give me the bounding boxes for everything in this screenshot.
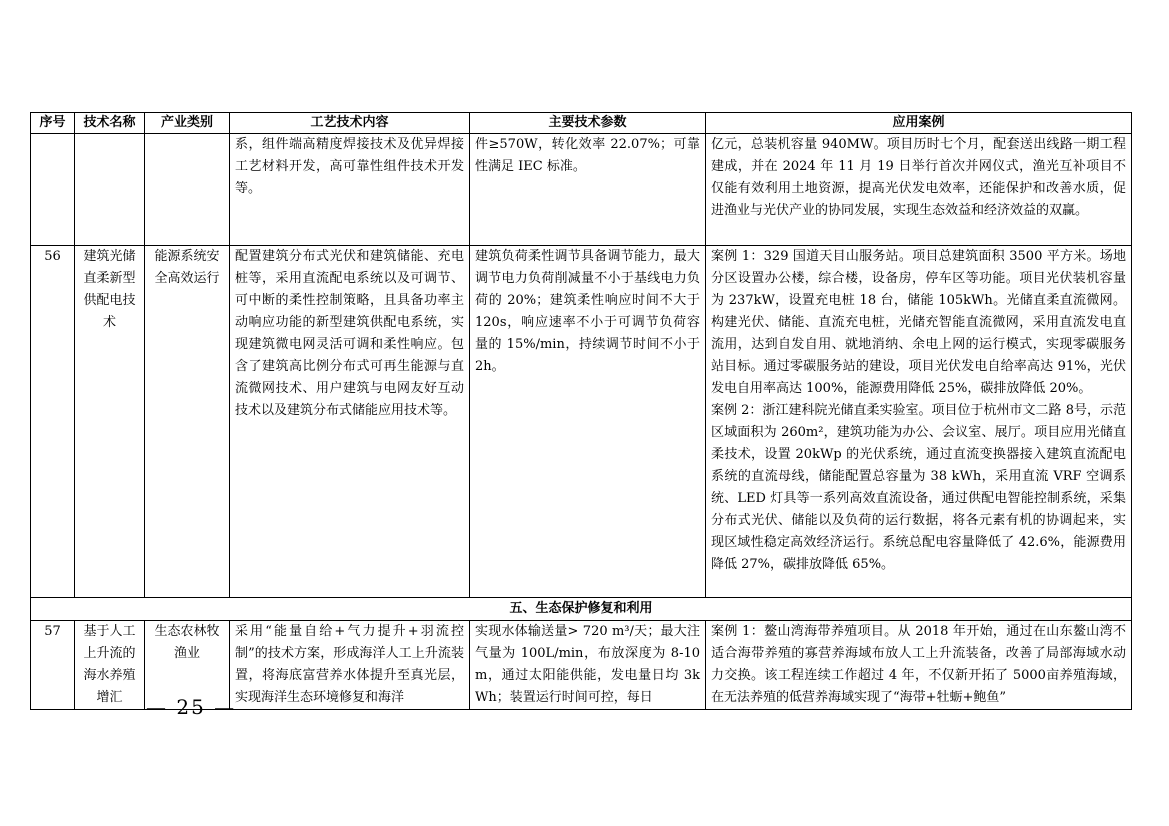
- header-cell-params: 主要技术参数: [470, 113, 706, 134]
- cell-cases: [706, 246, 1132, 598]
- case-paragraph: 案例 2：浙江建科院光储直柔实验室。项目位于杭州市文二路 8号，示范区域面积为 260m²，建筑功能为办公、会议室、展厅。项目应用光储直柔技术，设置 20kWp 的光伏系统，通过直流变换器接入建筑直流配电系统的直流母线，储能配置总容量为 38 kWh，采用直流 VRF 空调系统、LED 灯具等一系列高效直流设备，通过供配电智能控制系统，采集分布式光伏、储能以及负荷的运行数据，将各元素有机的协调起来，实现区域性稳定高效经济运行。系统总配电容量降低了 42.6%，能源费用降低 27%，碳排放降低 65%。: [711, 403, 1126, 572]
- cell-empty: [31, 134, 75, 246]
- cell-number: 56: [31, 246, 75, 598]
- cell-process: 采用“能量自给+气力提升+羽流控制”的技术方案，形成海洋人工上升流装置，将海底富营养水体提升至真光层，实现海洋生态环境修复和海洋: [230, 621, 470, 710]
- cell-cases: 亿元，总装机容量 940MW。项目历时七个月，配套送出线路一期工程建成，并在 2024 年 11 月 19 日举行首次并网仪式，渔光互补项目不仅能有效利用土地资源，提高光伏发电效率，还能保护和改善水质，促进渔业与光伏产业的协同发展，实现生态效益和经济效益的双赢。: [706, 134, 1132, 246]
- cell-process: 配置建筑分布式光伏和建筑储能、充电桩等，采用直流配电系统以及可调节、可中断的柔性控制策略，且具备功率主动响应功能的新型建筑供配电系统，实现建筑微电网灵活可调和柔性响应。包含了建筑高比例分布式可再生能源与直流微网技术、用户建筑与电网友好互动技术以及建筑分布式储能应用技术等。: [230, 246, 470, 598]
- section-title: 五、生态保护修复和利用: [31, 598, 1132, 621]
- header-cell-cases: 应用案例: [706, 113, 1132, 134]
- cell-number: 57: [31, 621, 75, 710]
- header-cell-tech-name: 技术名称: [75, 113, 145, 134]
- cell-tech-name: 建筑光储直柔新型供配电技术: [75, 246, 145, 598]
- table-row-continued: [31, 134, 1132, 246]
- header-cell-process: 工艺技术内容: [230, 113, 470, 134]
- cell-empty: [145, 134, 230, 246]
- header-cell-industry: 产业类别: [145, 113, 230, 134]
- case-paragraph: 案例 1：329 国道天目山服务站。项目总建筑面积 3500 平方米。场地分区设置办公楼，综合楼，设备房，停车区等功能。项目光伏装机容量为 237kW，设置充电桩 18 台，储能 105kWh。光储直柔直流微网。构建光伏、储能、直流充电桩，光储充智能直流微网，采用直流发电直流用，达到自发自用、就地消纳、余电上网的运行模式，实现零碳服务站目标。通过零碳服务站的建设，项目光伏发电自给率高达 91%，光伏发电自用率高达 100%，能源费用降低 25%，碳排放降低 20%。: [711, 249, 1126, 396]
- cell-params: 建筑负荷柔性调节具备调节能力，最大调节电力负荷削减量不小于基线电力负荷的 20%；建筑柔性响应时间不大于 120s，响应速率不小于可调节负荷容量的 15%/min，持续调节时间不小于 2h。: [470, 246, 706, 598]
- header-cell-number: 序号: [31, 113, 75, 134]
- technology-table: [30, 112, 1132, 710]
- cell-params: 实现水体输送量> 720 m³/天；最大注气量为 100L/min，布放深度为 8-10m，通过太阳能供能，发电量日均 3kWh；装置运行时间可控，每日: [470, 621, 706, 710]
- cell-tech-name: 基于人工上升流的海水养殖增汇: [75, 621, 145, 710]
- cell-industry: 生态农林牧渔业: [145, 621, 230, 710]
- cell-industry: 能源系统安全高效运行: [145, 246, 230, 598]
- table-row-56: [31, 246, 1132, 598]
- page-number: — 25 —: [146, 695, 237, 719]
- cell-process: 系，组件端高精度焊接技术及优异焊接工艺材料开发，高可靠性组件技术开发等。: [230, 134, 470, 246]
- section-row: [31, 598, 1132, 621]
- cell-empty: [75, 134, 145, 246]
- header-row: [31, 113, 1132, 134]
- cell-params: 件≥570W，转化效率 22.07%；可靠性满足 IEC 标准。: [470, 134, 706, 246]
- cell-cases: 案例 1：鳌山湾海带养殖项目。从 2018 年开始，通过在山东鳌山湾不适合海带养殖的寡营养海域布放人工上升流装备，改善了局部海域水动力交换。该工程连续工作超过 4 年，不仅新开拓了 5000亩养殖海域，在无法养殖的低营养海域实现了“海带+牡蛎+鲍鱼”: [706, 621, 1132, 710]
